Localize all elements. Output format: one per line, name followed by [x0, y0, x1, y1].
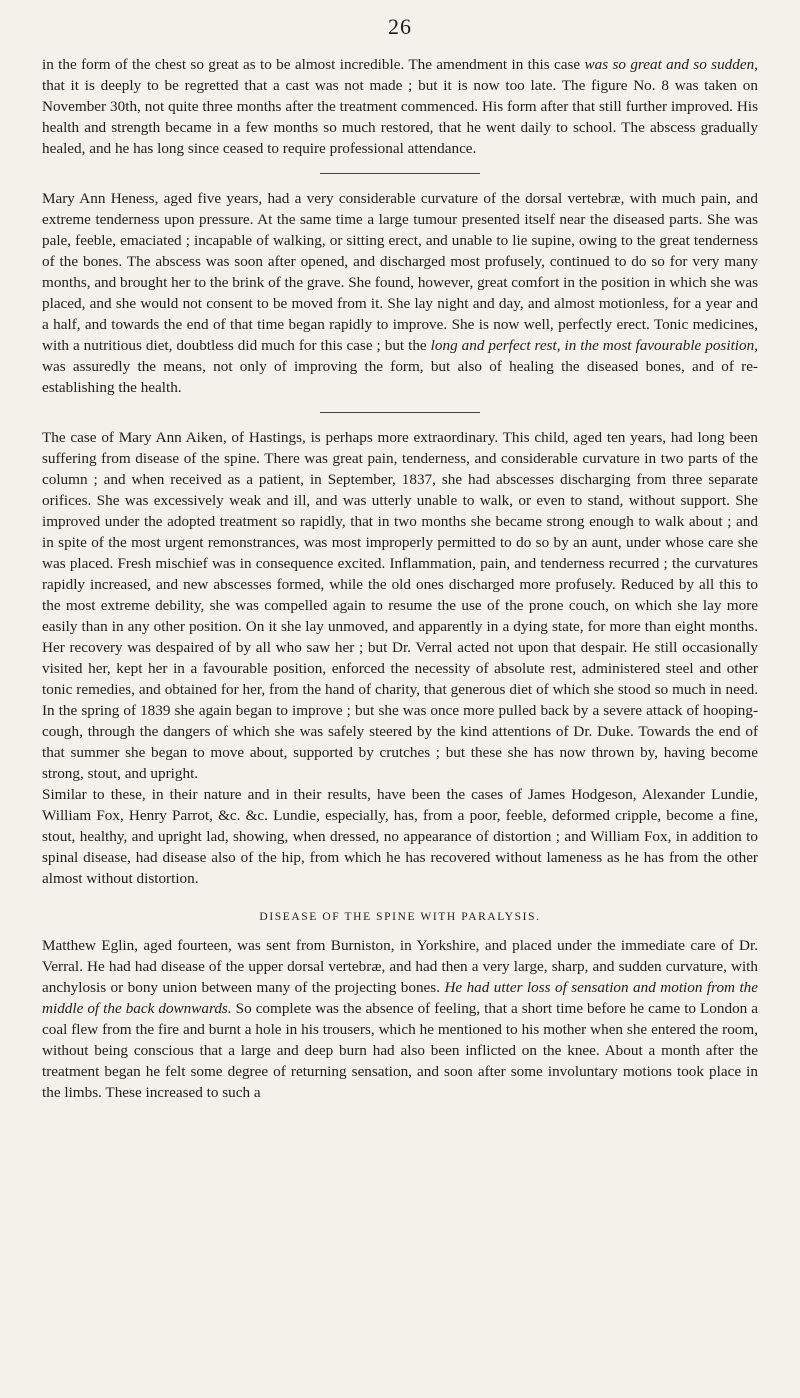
- paragraph-text: So complete was the absence of feeling, that a short time before he came to London a coal flew from the fire and burnt a hole in his trousers, which he mentioned to his mother when she entered the room, without being conscious that a large and deep burn had also been inflicted on the knee. About a month after the treatment began he felt some degree of returning sensation, and soon after some involuntary motions took place in the limbs. These increased to such a: [42, 1000, 758, 1101]
- paragraph-aiken-case: The case of Mary Ann Aiken, of Hastings, is perhaps more extraordinary. This child, aged ten years, had long been suffering from disease of the spine. There was great pain, tenderness, and considerable curvature in two parts of the column ; and when received as a patient, in September, 1837, she had abscesses discharging from three separate orifices. She was excessively weak and ill, and was utterly unable to walk, or even to stand, without support. She improved under the adopted treatment so rapidly, that in two months she became strong enough to walk about ; and in spite of the most urgent remonstrances, was most improperly permitted to do so by an aunt, under whose care she was placed. Fresh mischief was in consequence excited. Inflammation, pain, and tenderness recurred ; the curvatures rapidly increased, and new abscesses formed, while the old ones discharged more profusely. Reduced by all this to the most extreme debility, she was compelled again to resume the use of the prone couch, on which she lay more easily than in any other position. On it she lay unmoved, and apparently in a dying state, for more than eight months. Her recovery was despaired of by all who saw her ; but Dr. Verral acted not upon that despair. He still occasionally visited her, kept her in a favourable position, enforced the necessity of absolute rest, administered steel and other tonic remedies, and obtained for her, from the hand of charity, that generous diet of which she stood so much in need. In the spring of 1839 she again began to improve ; but she was once more pulled back by a severe attack of hooping-cough, through the dangers of which she was safely steered by the kind attentions of Dr. Duke. Towards the end of that summer she began to move about, supported by crutches ; but these she has now thrown by, having become strong, stout, and upright.: [42, 429, 758, 782]
- section-heading: DISEASE OF THE SPINE WITH PARALYSIS.: [259, 911, 541, 923]
- emphasis-text: He had utter loss of sensation and motion from the middle of the back downwards.: [42, 979, 758, 1017]
- section-divider: [320, 412, 480, 413]
- paragraph-text: Matthew Eglin, aged fourteen, was sent from Burniston, in Yorkshire, and placed under the immediate care of Dr. Verral. He had had disease of the upper dorsal vertebræ, and had then a very large, sharp, and sudden curvature, with anchylosis or bony union between many of the projecting bones.: [42, 937, 758, 996]
- paragraph-heness-case: [42, 188, 758, 398]
- paragraph-text: in the form of the chest so great as to be almost incredible. The amendment in this case: [42, 56, 585, 73]
- emphasis-text: was so great and so sudden: [584, 56, 755, 73]
- page-number: 26: [388, 14, 412, 39]
- paragraph-similar-cases: Similar to these, in their nature and in their results, have been the cases of James Hodgeson, Alexander Lundie, William Fox, Henry Parrot, &c. &c. Lundie, especially, has, from a poor, feeble, deformed cripple, become a fine, stout, healthy, and upright lad, showing, when dressed, no appearance of distortion ; and William Fox, in addition to spinal disease, had disease also of the hip, from which he has recovered without lameness as he has from the other almost without distortion.: [42, 786, 758, 887]
- section-divider: [320, 173, 480, 174]
- paragraph-text: was assuredly the means, not only of improving the form, but also of healing the diseased bones, and of re-establishing the health.: [42, 358, 758, 396]
- emphasis-text: long and perfect rest, in the most favourable position,: [430, 337, 758, 354]
- paragraph-continuation: [42, 54, 758, 159]
- paragraph-eglin-case: [42, 935, 758, 1103]
- paragraph-text: Mary Ann Heness, aged five years, had a very considerable curvature of the dorsal vertebræ, with much pain, and extreme tenderness upon pressure. At the same time a large tumour presented itself near the diseased parts. She was pale, feeble, emaciated ; incapable of walking, or sitting erect, and unable to lie supine, owing to the great tenderness of the bones. The abscess was soon after opened, and discharged most profusely, continued to do so for very many months, and brought her to the brink of the grave. She found, however, great comfort in the position in which she was placed, and she would not consent to be moved from it. She lay night and day, and almost motionless, for a year and a half, and towards the end of that time began rapidly to improve. She is now well, perfectly erect. Tonic medicines, with a nutritious diet, doubtless did much for this case ; but the: [42, 190, 758, 354]
- paragraph-text: , that it is deeply to be regretted that a cast was not made ; but it is now too late. The figure No. 8 was taken on November 30th, not quite three months after the treatment commenced. His form after that still further improved. His health and strength became in a few months so much restored, that he went daily to school. The abscess gradually healed, and he has long since ceased to require professional attendance.: [42, 56, 758, 157]
